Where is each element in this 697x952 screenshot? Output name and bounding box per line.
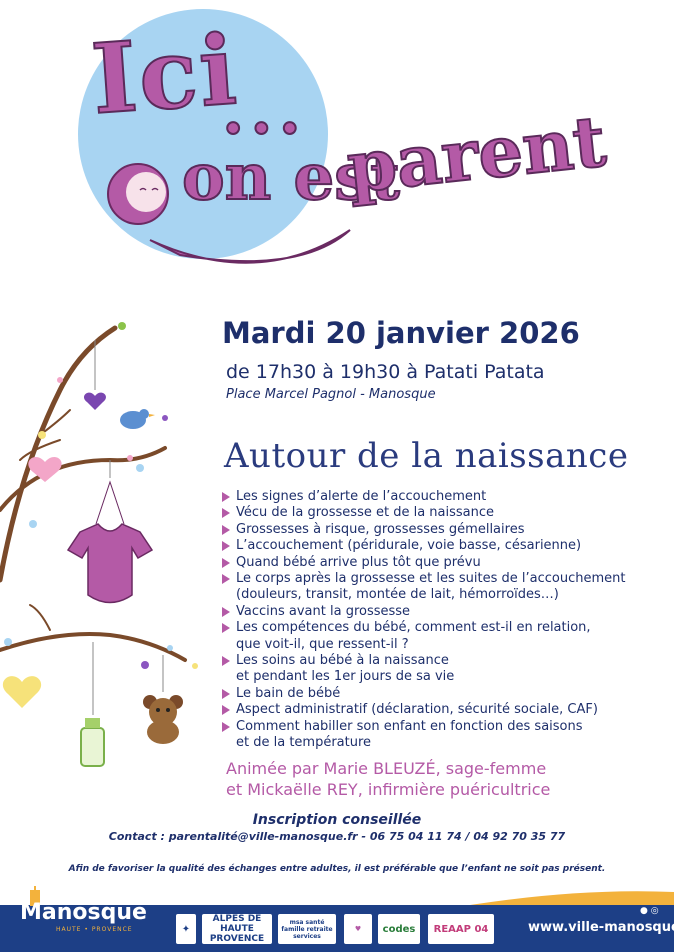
- topic-item: [220, 505, 660, 521]
- hosted-by-line: et Mickaëlle REY, infirmière puéricultrice: [226, 780, 551, 799]
- registration-title: Inscription conseillée: [252, 812, 422, 828]
- heart-icon: [84, 393, 106, 410]
- state-logo: ✦: [176, 914, 196, 944]
- topic-text: et de la température: [236, 735, 372, 751]
- topic-text: Vaccins avant la grossesse: [236, 603, 411, 619]
- topic-item: [220, 702, 660, 718]
- city-logo-name: Manosque: [20, 900, 147, 925]
- partner-reaap-logo: REAAP 04: [428, 914, 494, 944]
- event-date: Mardi 20 janvier 2026: [222, 316, 580, 350]
- topic-text: et pendant les 1er jours de sa vie: [236, 669, 455, 685]
- topic-item: [220, 719, 660, 752]
- topic-item: [220, 538, 660, 554]
- contact-line: Contact : parentalité@ville-manosque.fr - 06 75 04 11 74 / 04 92 70 35 77: [108, 830, 566, 843]
- triangle-bullet-icon: [222, 623, 230, 633]
- notice-text: Afin de favoriser la qualité des échanges entre adultes, il est préférable que l’enfant ne soit pas présent.: [68, 864, 606, 874]
- triangle-bullet-icon: [222, 574, 230, 584]
- title-ici: Ici: [88, 13, 242, 136]
- social-icons[interactable]: [640, 906, 659, 916]
- triangle-bullet-icon: [222, 689, 230, 699]
- baby-face-icon: [108, 164, 168, 224]
- partner-alpes-logo: ALPES DE HAUTE PROVENCE: [202, 914, 272, 944]
- topic-text: Les soins au bébé à la naissance: [236, 653, 449, 669]
- topic-text: Le bain de bébé: [236, 685, 341, 701]
- triangle-bullet-icon: [222, 607, 230, 617]
- hosted-by: [226, 758, 550, 800]
- triangle-bullet-icon: [222, 508, 230, 518]
- baby-bodysuit-icon: [68, 482, 152, 603]
- partner-msa-logo: msa santé famille retraite services: [278, 914, 336, 944]
- event-time: de 17h30 à 19h30 à Patati Patata: [226, 361, 545, 383]
- topic-text: Les compétences du bébé, comment est-il en relation,: [236, 620, 591, 636]
- topic-item: [220, 555, 660, 571]
- facebook-icon[interactable]: ●: [640, 906, 648, 916]
- tree-illustration: [0, 310, 215, 790]
- topic-text: Vécu de la grossesse et de la naissance: [236, 505, 495, 521]
- topic-item: [220, 522, 660, 538]
- topic-text: Grossesses à risque, grossesses gémellaires: [236, 521, 525, 537]
- topic-item: [220, 571, 660, 604]
- event-place: Place Marcel Pagnol - Manosque: [226, 387, 436, 402]
- instagram-icon[interactable]: ◎: [650, 906, 659, 916]
- website-link[interactable]: www.ville-manosque.fr: [528, 920, 697, 935]
- triangle-bullet-icon: [222, 705, 230, 715]
- section-title: Autour de la naissance: [224, 436, 629, 476]
- topic-item: [220, 489, 660, 505]
- decorative-dots: [4, 322, 198, 669]
- triangle-bullet-icon: [222, 722, 230, 732]
- topic-text: L’accouchement (péridurale, voie basse, césarienne): [236, 538, 582, 554]
- triangle-bullet-icon: [222, 525, 230, 535]
- topic-item: [220, 686, 660, 702]
- triangle-bullet-icon: [222, 558, 230, 568]
- baby-bottle-icon: [81, 718, 104, 766]
- topic-item: [220, 604, 660, 620]
- topics-list: [220, 489, 660, 752]
- topic-text: Aspect administratif (déclaration, sécurité sociale, CAF): [236, 702, 598, 718]
- topic-text: Les signes d’alerte de l’accouchement: [236, 489, 487, 504]
- topic-text: Comment habiller son enfant en fonction des saisons: [236, 718, 583, 734]
- title-parent: parent: [343, 99, 610, 209]
- hosted-by-line: Animée par Marie BLEUZÉ, sage-femme: [226, 759, 547, 778]
- topic-item: [220, 620, 660, 653]
- title-on-est: on est: [182, 140, 400, 215]
- bird-icon: [120, 409, 155, 429]
- title-dots: ...: [222, 74, 307, 149]
- triangle-bullet-icon: [222, 541, 230, 551]
- partner-codes-logo: codes: [378, 914, 420, 944]
- partner-family-logo: ♥: [344, 914, 372, 944]
- topic-text: que voit-il, que ressent-il ?: [236, 636, 409, 652]
- topic-text: Quand bébé arrive plus tôt que prévu: [236, 554, 481, 570]
- topic-text: (douleurs, transit, montée de lait, hémorroïdes…): [236, 587, 559, 603]
- topic-item: [220, 653, 660, 686]
- triangle-bullet-icon: [222, 656, 230, 666]
- heart-yellow-icon: [3, 676, 41, 708]
- city-logo-subtitle: HAUTE • PROVENCE: [56, 926, 133, 933]
- topic-text: Le corps après la grossesse et les suites de l’accouchement: [236, 571, 626, 587]
- triangle-bullet-icon: [222, 492, 230, 502]
- teddy-bear-icon: [143, 695, 183, 744]
